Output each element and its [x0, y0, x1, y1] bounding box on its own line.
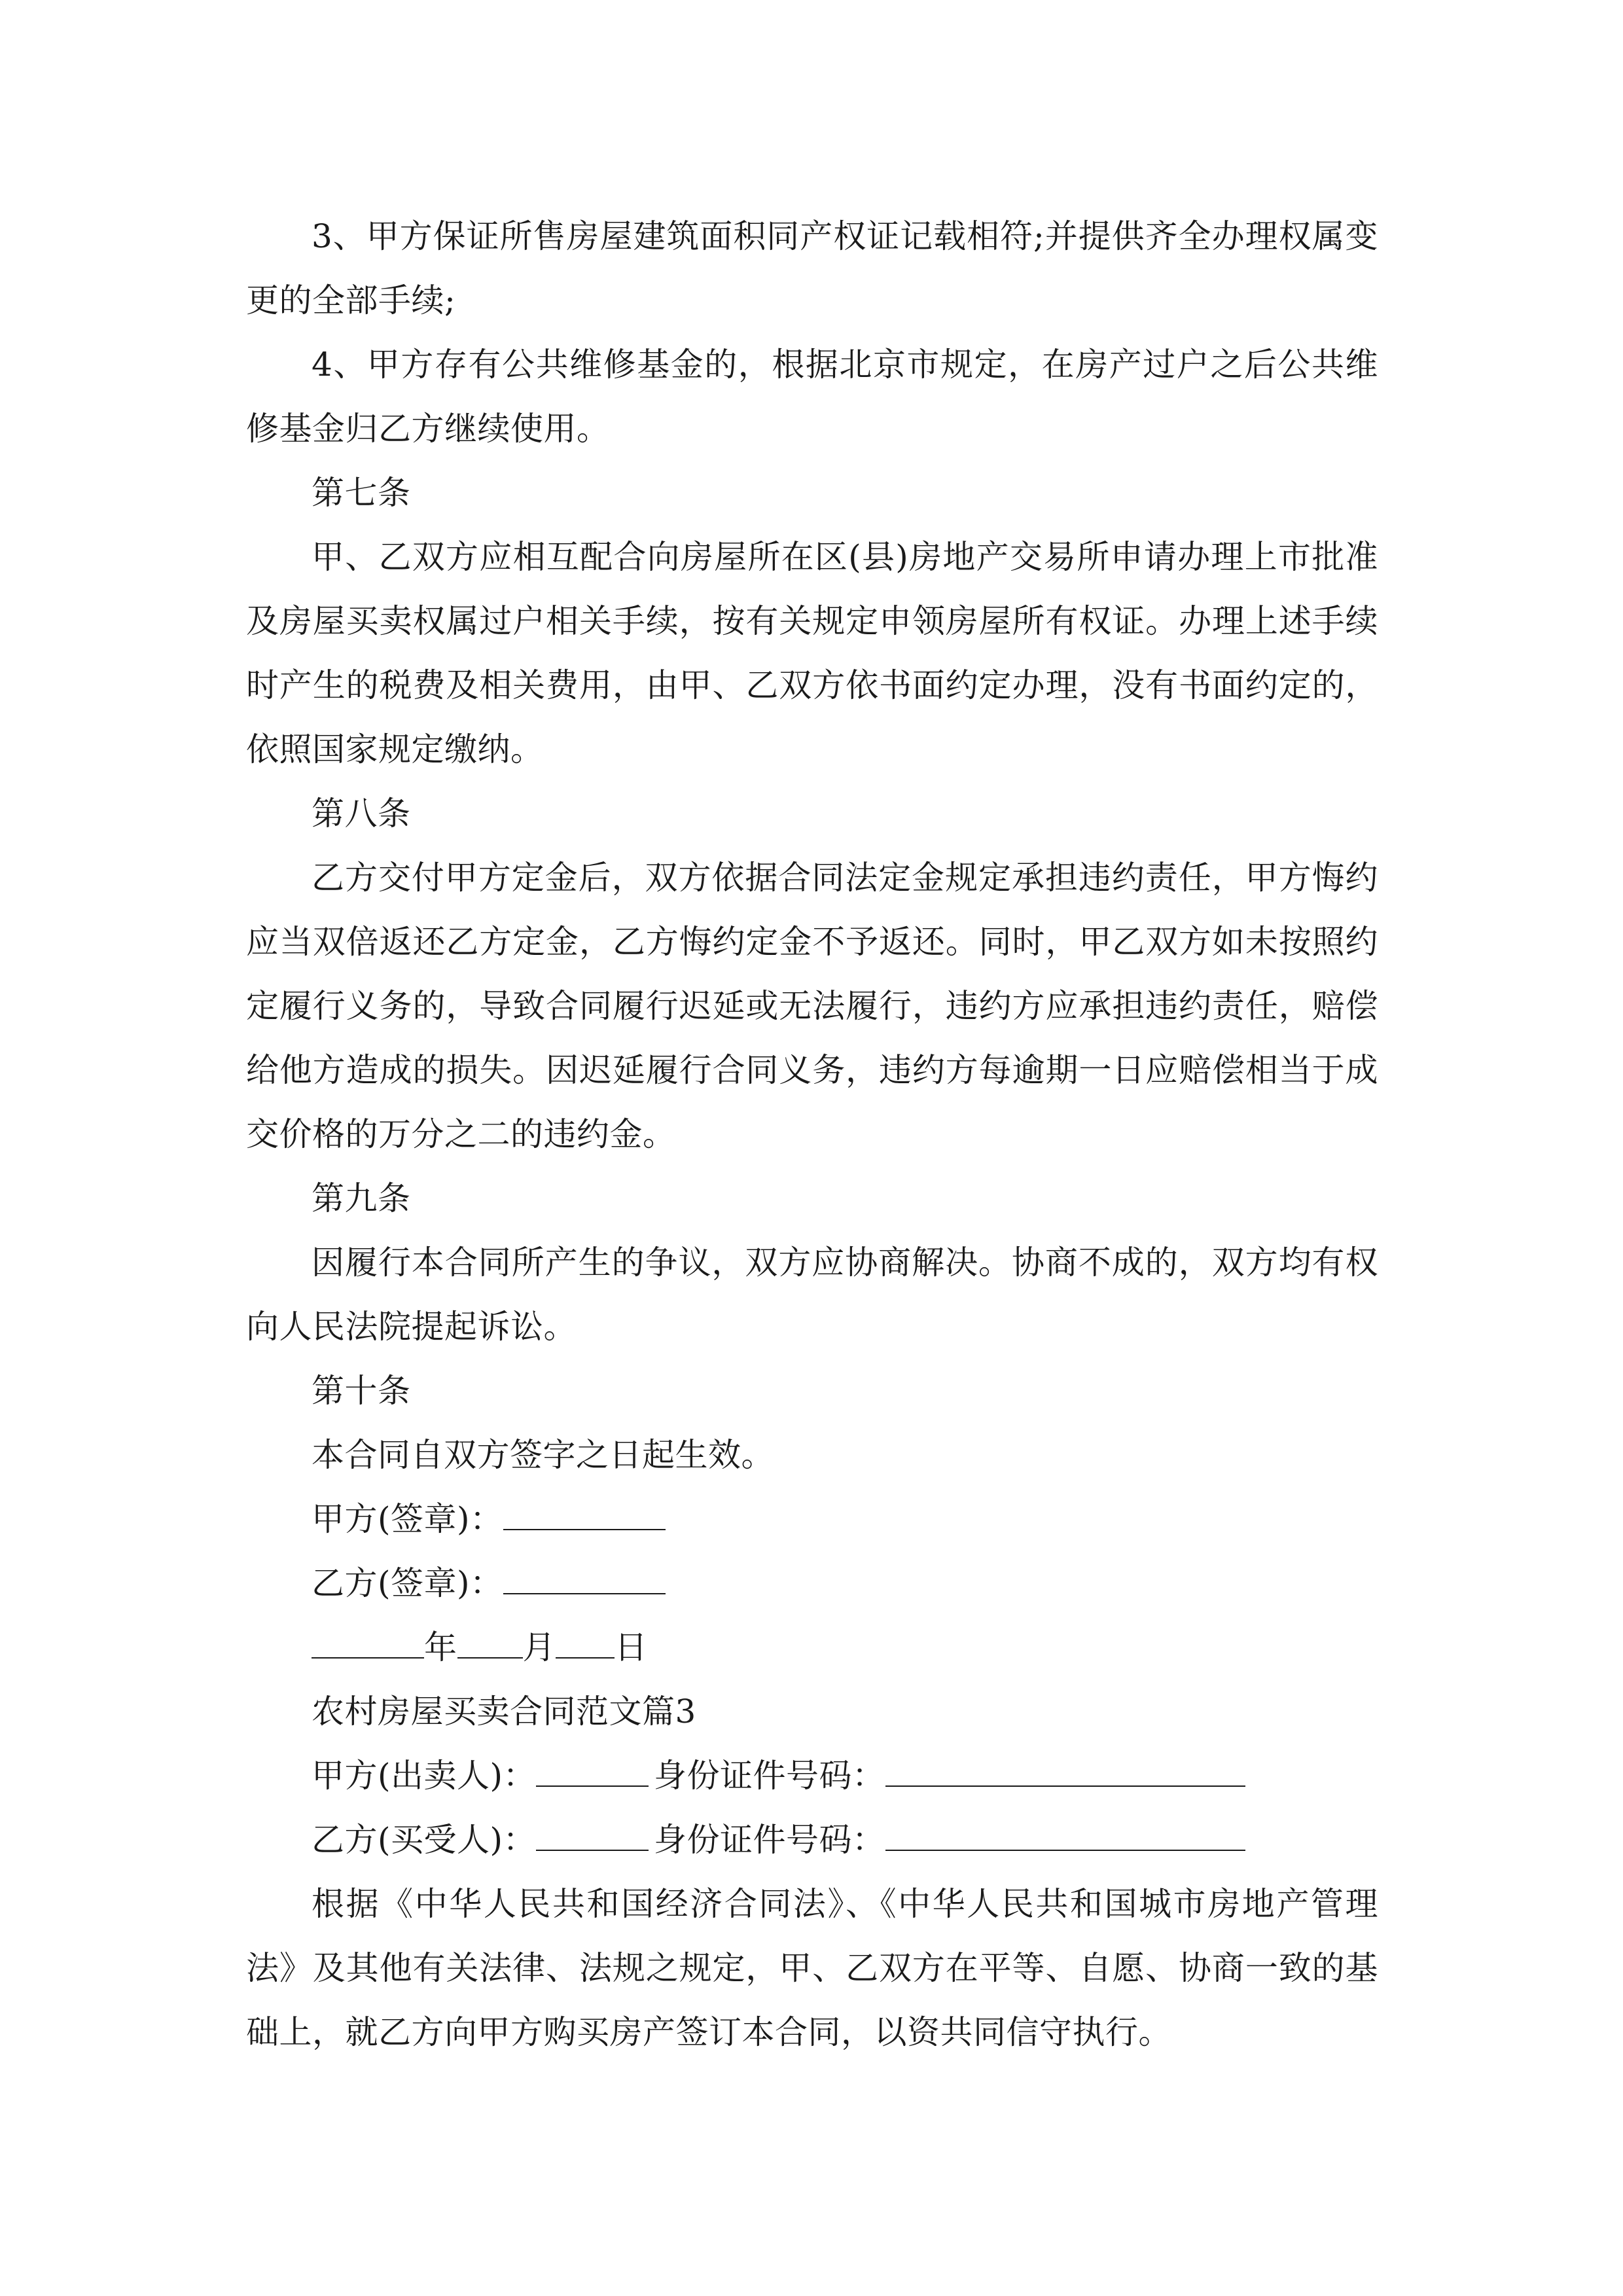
section-3-intro: 根据《中华人民共和国经济合同法》、《中华人民共和国城市房地产管理法》及其他有关法律、法规之规定，甲、乙双方在平等、自愿、协商一致的基础上，就乙方向甲方购买房产签订本合同，以资共同信守执行。: [246, 1885, 1378, 2051]
party-b-signature-blank[interactable]: [503, 1556, 666, 1594]
article-10-text: 本合同自双方签字之日起生效。: [312, 1436, 774, 1474]
article-8-heading: 第八条: [312, 795, 411, 833]
buyer-id-blank[interactable]: [885, 1813, 1245, 1851]
day-blank[interactable]: [556, 1621, 615, 1659]
article-7-text: 甲、乙双方应相互配合向房屋所在区(县)房地产交易所申请办理上市批准及房屋买卖权属过户相关手续，按有关规定申领房屋所有权证。办理上述手续时产生的税费及相关费用，由甲、乙双方依书面约定办理，没有书面约定的，依照国家规定缴纳。: [246, 538, 1378, 768]
seller-id-label: 身份证件号码：: [654, 1757, 885, 1795]
seller-name-blank[interactable]: [536, 1749, 649, 1787]
day-label: 日: [615, 1628, 648, 1666]
article-10-heading: 第十条: [312, 1372, 411, 1410]
year-label: 年: [424, 1628, 457, 1666]
seller-id-blank[interactable]: [885, 1749, 1245, 1787]
buyer-line: [246, 1808, 1378, 1872]
party-b-signature-label: 乙方(签章)：: [312, 1564, 503, 1602]
party-a-signature-blank[interactable]: [503, 1492, 666, 1530]
article-8-text: 乙方交付甲方定金后，双方依据合同法定金规定承担违约责任，甲方悔约应当双倍返还乙方定金，乙方悔约定金不予返还。同时，甲乙双方如未按照约定履行义务的，导致合同履行迟延或无法履行，违约方应承担违约责任，赔偿给他方造成的损失。因迟延履行合同义务，违约方每逾期一日应赔偿相当于成交价格的万分之二的违约金。: [246, 859, 1378, 1153]
article-7-heading: 第七条: [312, 474, 411, 512]
seller-label: 甲方(出卖人)：: [312, 1757, 537, 1795]
month-label: 月: [522, 1628, 556, 1666]
party-b-signature-line: [246, 1551, 1378, 1615]
month-blank[interactable]: [457, 1621, 523, 1659]
clause-6-item-3: 3、甲方保证所售房屋建筑面积同产权证记载相符;并提供齐全办理权属变更的全部手续;: [246, 217, 1378, 319]
year-blank[interactable]: [312, 1621, 424, 1659]
clause-6-item-4: 4、甲方存有公共维修基金的，根据北京市规定，在房产过户之后公共维修基金归乙方继续使用。: [246, 346, 1378, 448]
article-9-text: 因履行本合同所产生的争议，双方应协商解决。协商不成的，双方均有权向人民法院提起诉讼。: [246, 1244, 1378, 1346]
section-3-title: 农村房屋买卖合同范文篇3: [312, 1693, 696, 1731]
buyer-id-label: 身份证件号码：: [654, 1821, 885, 1859]
date-line: [246, 1615, 1378, 1679]
article-9-heading: 第九条: [312, 1179, 411, 1217]
buyer-label: 乙方(买受人)：: [312, 1821, 537, 1859]
seller-line: [246, 1744, 1378, 1808]
party-a-signature-label: 甲方(签章)：: [312, 1500, 503, 1538]
party-a-signature-line: [246, 1487, 1378, 1551]
document-body: [246, 204, 1378, 2064]
buyer-name-blank[interactable]: [536, 1813, 649, 1851]
